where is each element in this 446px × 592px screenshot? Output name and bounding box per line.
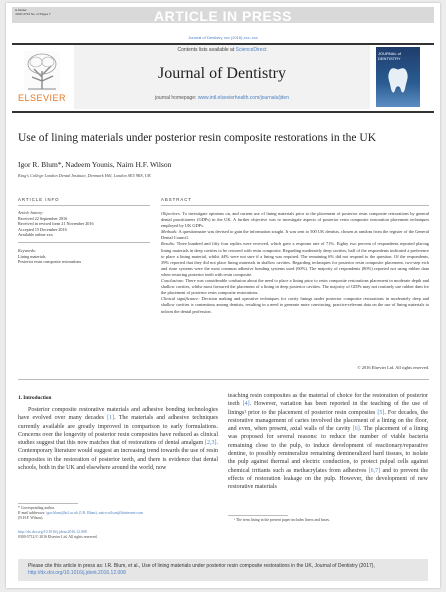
- journal-masthead: [74, 45, 370, 109]
- article-page: [6, 3, 440, 588]
- objectives-text: To investigate opinions on, and current use of lining materials prior to the placement of posterior resin composite restorations by general dental practitioners (GDPs) in the UK. A further objective was to investigate aspects of posterior resin composite restoration placement techniques employed by UK GDPs.: [161, 211, 429, 229]
- reference-link[interactable]: [1]: [107, 415, 115, 422]
- body-text: . However, variation has been reported in the teaching of the use of linings¹ prior to the placement of posterior resin composites: [228, 401, 428, 416]
- conclusions-label: Conclusions:: [161, 278, 185, 284]
- history-revised: Received in revised form 21 November 2016: [18, 221, 94, 227]
- introduction-heading: 1. Introduction: [18, 395, 52, 401]
- author-footnote: [18, 506, 218, 521]
- history-received: Received 22 September 2016: [18, 215, 68, 221]
- journal-reference[interactable]: Journal of Dentistry xxx (2016) xxx–xxx: [188, 35, 258, 40]
- journal-cover-image: [376, 47, 420, 107]
- email-tail: (N.H.F. Wilson).: [18, 516, 44, 520]
- contents-prefix: Contents lists available at: [177, 47, 235, 53]
- elsevier-wordmark: ELSEVIER: [17, 93, 67, 103]
- doi-link[interactable]: http://dx.doi.org/10.1016/j.jdent.2016.12.008: [18, 530, 87, 534]
- objectives-label: Objectives:: [161, 211, 181, 216]
- methods-label: Methods:: [161, 229, 178, 235]
- journal-title: Journal of Dentistry: [158, 65, 286, 82]
- significance-label: Clinical significance:: [161, 296, 200, 302]
- journal-homepage: [74, 95, 370, 101]
- reference-link[interactable]: [6,7]: [368, 467, 381, 474]
- citation-box: [18, 559, 428, 581]
- doi-footnote: [18, 530, 218, 540]
- article-info-rule: [18, 205, 150, 206]
- keyword-item: Posterior resin composite restorations: [18, 259, 82, 265]
- history-label: Article history:: [18, 210, 44, 215]
- abstract-heading: ABSTRACT: [161, 197, 192, 202]
- body-text: and to prevent the effects of restoration leakage on the pulp. However, the development of new restorative materials: [228, 467, 428, 491]
- term-footnote: ¹ The term lining in the present paper includes liners and bases.: [234, 518, 330, 522]
- history-online: Available online xxx: [18, 232, 53, 238]
- reference-link[interactable]: [5]: [377, 409, 385, 416]
- citation-text: [28, 563, 418, 577]
- footnote-rule: [18, 503, 78, 504]
- author-emails[interactable]: igor.blum@kcl.ac.uk (I.R. Blum), nairn.wilson@btinternet.com: [46, 511, 144, 515]
- conclusions-text: There was considerable confusion about the need to place a lining prior to resin composite restorations placement in moderate depth and shallow cavities, whilst most favoured the placement of a lining in deep posterior cavities. The majority of GDPs may not routinely use rubber dam for the placement of posterior resin composite restorations.: [161, 278, 429, 296]
- corresponding-author: * Corresponding author.: [18, 506, 55, 510]
- contents-availability: [74, 47, 370, 53]
- body-text: teaching resin composites as the material of choice for the restoration of posterior teeth: [228, 393, 428, 408]
- citation-doi-link[interactable]: http://dx.doi.org/10.1016/j.jdent.2016.12.008: [28, 570, 126, 576]
- significance-text: Decision making and operative techniques for cavity linings under posterior composite restorations in moderately deep and shallow cavities is contentious among dentists, resulting in a need to generate more convincing, practice-relevant data on the use of lining materials to inform the dental profession.: [161, 296, 429, 314]
- journal-header: [12, 45, 434, 109]
- tooth-icon: [386, 67, 410, 95]
- article-authors: Igor R. Blum*, Nadeem Younis, Nairn H.F. Wilson: [18, 160, 172, 169]
- results-label: Results:: [161, 241, 176, 247]
- keywords-block: [18, 248, 81, 265]
- article-info-heading: ARTICLE INFO: [18, 197, 60, 202]
- abstract-body: [161, 211, 429, 315]
- methods-text: A questionnaire was devised to gain the information sought. It was sent to 500 UK dentists, chosen at random from the register of the General Dental Council.: [161, 229, 430, 241]
- history-accepted: Accepted 15 December 2016: [18, 226, 67, 232]
- banner-title: ARTICLE IN PRESS: [154, 8, 292, 24]
- author-affiliation: King's College London Dental Institute, Denmark Hill, London SE5 9RS, UK: [18, 173, 151, 178]
- body-text: . The materials and adhesive techniques currently available are greatly improved in comparison to early formulations. Concerns over the longevity of posterior resin composites have reduced as clinical studies suggest that this now matches that of restorations of dental amalgam: [18, 415, 218, 447]
- elsevier-logo: [14, 49, 70, 107]
- keyword-item: Lining materials: [18, 253, 46, 259]
- homepage-link[interactable]: www.intl.elsevierhealth.com/journals/jden: [197, 95, 289, 101]
- copyright-notice: © 2016 Elsevier Ltd. All rights reserved.: [357, 365, 429, 370]
- article-title: Use of lining materials under posterior resin composite restorations in the UK: [18, 132, 377, 144]
- reference-link[interactable]: [2,3]: [205, 440, 217, 447]
- intro-left-column: [18, 406, 218, 472]
- article-in-press-banner: [12, 7, 434, 23]
- term-footnote-rule: [228, 515, 288, 516]
- citation-body: Please cite this article in press as: I.R. Blum, et al., Use of lining materials under posterior resin composite restorations in the UK, Journal of Dentistry (2017),: [28, 563, 375, 569]
- email-label: E-mail addresses:: [18, 511, 46, 515]
- manuscript-code: G Model JJOD 2734 No. of Pages 7: [15, 8, 51, 16]
- history-rule: [18, 242, 150, 243]
- elsevier-tree-icon: [24, 51, 60, 91]
- body-text: Posterior composite restorative materials and adhesive bonding technologies have evolved over many decades: [18, 407, 218, 422]
- body-text: . For decades, the restorative management of caries involved the placement of a lining on the floor, and even, when present, axial walls of the cavity: [228, 409, 429, 433]
- keywords-label: Keywords:: [18, 248, 36, 253]
- cover-title: JOURNAL of DENTISTRY: [378, 51, 401, 61]
- header-bottom-rule: [12, 111, 434, 113]
- body-text: . The placement of a lining was proposed for several reasons: to reduce the number of viable bacteria remaining close to the pulp, to induce development of reactionary/reparative dentine, to possibly remineralize remaining demineralized hard tissues, to isolate the pulp against thermal and electric conduction, to protect pulpal cells against chemical irritants such as methacrylates from adhesives: [228, 426, 428, 474]
- issn-line: 0300-5712/© 2016 Elsevier Ltd. All rights reserved.: [18, 535, 98, 539]
- reference-link[interactable]: [4]: [242, 401, 250, 408]
- abstract-bottom-rule: [18, 379, 429, 380]
- sciencedirect-link[interactable]: ScienceDirect: [235, 47, 267, 53]
- reference-link[interactable]: [6]: [352, 426, 360, 433]
- results-text: Three hundred and fifty four replies were received, which gave a response rate of 71%. Eighty two percent of respondents reported placing lining materials in deep cavities to be restored with resin composite. Regarding moderately deep cavities, half of the respondents indicated a preference to place a lining material, whilst 44% were not sure if a lining was required. The remaining 6% did not respond to the question. Of the respondents, 39% reported that they did not place lining materials in shallow cavities. Regarding techniques for posterior resin composite placement, two-step etch and rinse systems were the most common adhesive bonding systems used (60%). The majority of respondents (80%) reported not using rubber dam when restoring posterior teeth with resin composite.: [161, 241, 429, 277]
- article-history: [18, 210, 94, 238]
- abstract-rule: [161, 205, 429, 206]
- body-text: . Contemporary literature would suggest an increasing trend towards the use of resin composites in the restoration of posterior teeth, and there is evidence that dental schools, both in the UK and elsewhere around the world, now: [18, 440, 218, 472]
- homepage-label: journal homepage:: [155, 95, 197, 101]
- intro-right-column: [228, 392, 428, 492]
